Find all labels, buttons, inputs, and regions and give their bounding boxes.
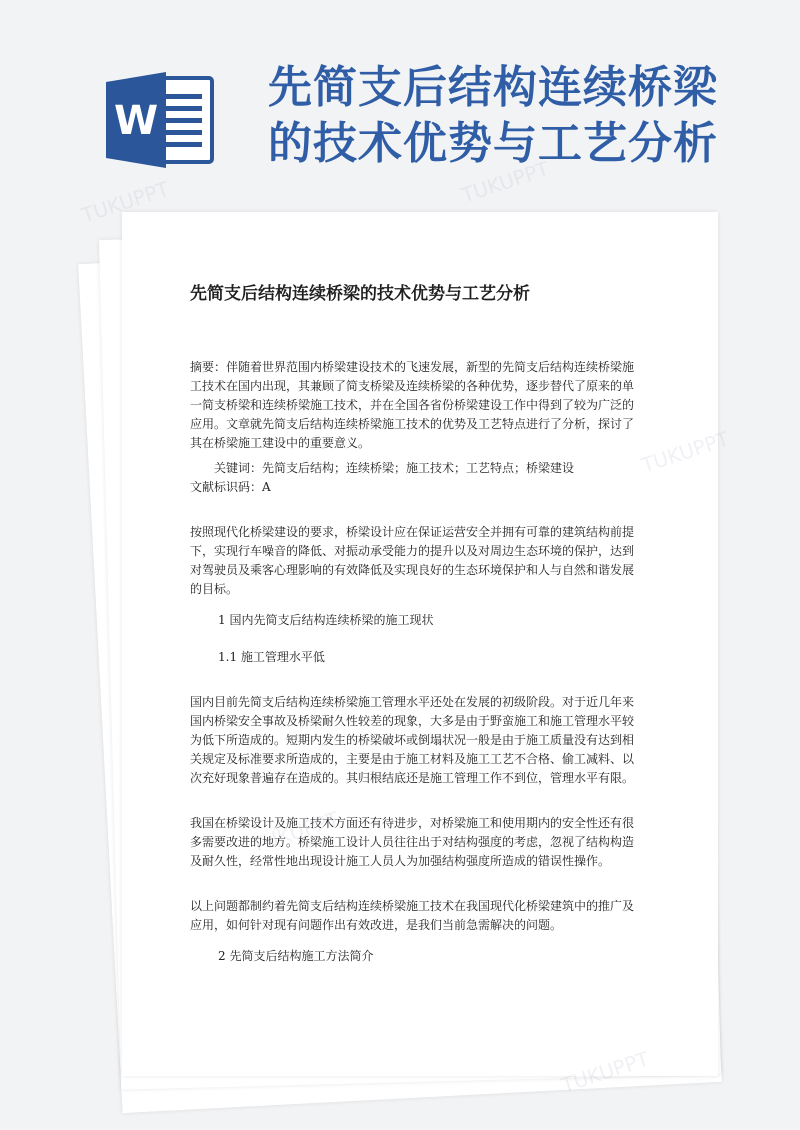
svg-text:W: W <box>113 98 159 144</box>
body-paragraph-1: 国内目前先简支后结构连续桥梁施工管理水平还处在发展的初级阶段。对于近几年来国内桥梁安全事故及桥梁耐久性较差的现象，大多是由于野蛮施工和施工管理水平较为低下所造成的。短期内发生的桥梁破坏或倒塌状况一般是由于施工质量没有达到相关规定及标准要求所造成的，主要是由于施工材料及施工工艺不合格、偷工减料、以次充好现象普遍存在造成的。其归根结底还是施工管理工作不到位，管理水平有限。 <box>190 695 635 785</box>
section-heading-2: 2 先简支后结构施工方法简介 <box>218 949 374 963</box>
banner-title-line-1: 先简支后结构连续桥梁 <box>268 62 718 113</box>
intro-paragraph: 按照现代化桥梁建设的要求，桥梁设计应在保证运营安全并拥有可靠的建筑结构前提下，实现行车噪音的降低、对振动承受能力的提升以及对周边生态环境的保护，达到对驾驶员及乘客心理影响的有效降低及实现良好的生态环境保护和人与自然和谐发展的目标。 <box>190 525 635 596</box>
banner-title <box>268 60 768 172</box>
document-title: 先简支后结构连续桥梁的技术优势与工艺分析 <box>190 284 530 304</box>
subsection-heading-1-1: 1.1 施工管理水平低 <box>218 650 325 664</box>
abstract: 摘要：伴随着世界范围内桥梁建设技术的飞速发展，新型的先简支后结构连续桥梁施工技术在国内出现，其兼顾了简支桥梁及连续桥梁的各种优势，逐步替代了原来的单一简支桥梁和连续桥梁施工技术，并在全国各省份桥梁建设工作中得到了较为广泛的应用。文章就先简支后结构连续桥梁施工技术的优势及工艺特点进行了分析，探讨了其在桥梁施工建设中的重要意义。 <box>190 360 635 450</box>
watermark: TUKUPPT <box>78 176 172 228</box>
watermark: TUKUPPT <box>458 156 552 208</box>
body-paragraph-2: 我国在桥梁设计及施工技术方面还有待进步，对桥梁施工和使用期内的安全性还有很多需要改进的地方。桥梁施工设计人员往往出于对结构强度的考虑，忽视了结构构造及耐久性，经常性地出现设计施工人员人为加强结构强度所造成的错误性操作。 <box>190 816 635 868</box>
word-document-icon <box>106 72 216 168</box>
banner-title-line-2: 的技术优势与工艺分析 <box>268 118 718 169</box>
section-heading-1: 1 国内先简支后结构连续桥梁的施工现状 <box>218 613 434 627</box>
keywords: 关键词：先简支后结构；连续桥梁；施工技术；工艺特点；桥梁建设 <box>214 461 575 475</box>
document-body <box>190 280 634 992</box>
document-code: 文献标识码：A <box>190 480 271 494</box>
body-paragraph-3: 以上问题都制约着先简支后结构连续桥梁施工技术在我国现代化桥梁建筑中的推广及应用，如何针对现有问题作出有效改进，是我们当前急需解决的问题。 <box>190 899 635 932</box>
